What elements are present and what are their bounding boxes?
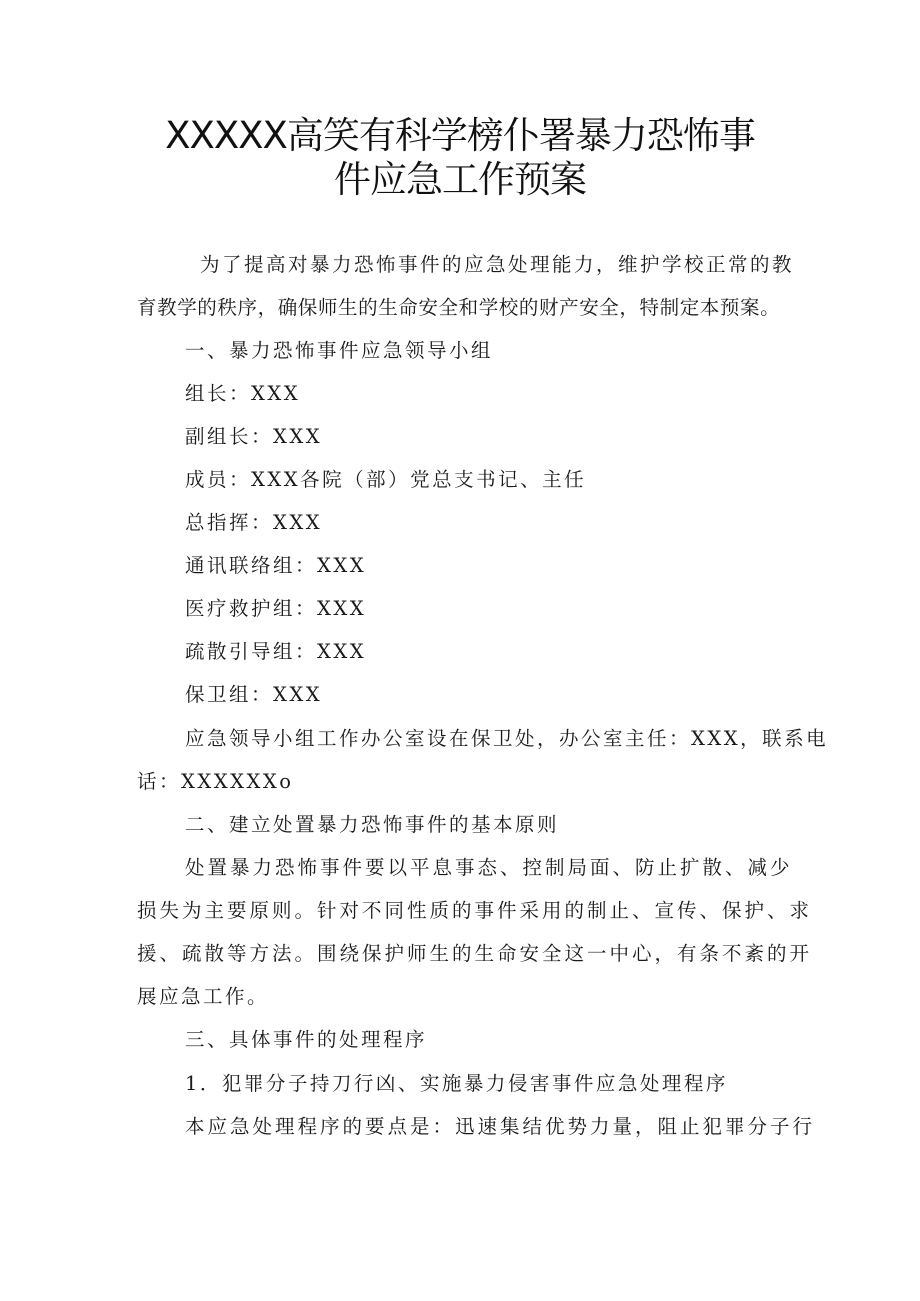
paragraph-line: 应急领导小组工作办公室设在保卫处，办公室主任：XXX，联系电	[185, 727, 829, 750]
section-heading-2: 二、建立处置暴力恐怖事件的基本原则	[185, 813, 560, 836]
paragraph-line: 处置暴力恐怖事件要以平息事态、控制局面、防止扩散、减少	[185, 856, 793, 879]
paragraph-line: 话：XXXXXXo	[137, 770, 294, 793]
paragraph-line: 育教学的秩序，确保师生的生命安全和学校的财产安全，特制定本预案。	[137, 296, 781, 319]
medical-group-line: 医疗救护组：XXX	[185, 597, 367, 620]
paragraph-line: 损失为主要原则。针对不同性质的事件采用的制止、宣传、保护、求	[137, 899, 813, 922]
section-heading-3: 三、具体事件的处理程序	[185, 1028, 428, 1051]
leader-line: 组长：XXX	[185, 382, 301, 405]
deputy-leader-line: 副组长：XXX	[185, 425, 323, 448]
paragraph-line: 展应急工作。	[137, 985, 270, 1008]
evacuation-group-line: 疏散引导组：XXX	[185, 640, 367, 663]
paragraph-line: 为了提高对暴力恐怖事件的应急处理能力，维护学校正常的教	[200, 253, 795, 276]
subsection-heading-1: 1．犯罪分子持刀行凶、实施暴力侵害事件应急处理程序	[185, 1072, 728, 1095]
paragraph-line: 援、疏散等方法。围绕保护师生的生命安全这一中心，有条不紊的开	[137, 942, 813, 965]
document-title-line-1: XXXXX高笑有科学榜仆署暴力恐怖事	[165, 114, 755, 157]
commander-line: 总指挥：XXX	[185, 511, 323, 534]
security-group-line: 保卫组：XXX	[185, 683, 323, 706]
members-line: 成员：XXX各院（部）党总支书记、主任	[185, 468, 587, 491]
section-heading-1: 一、暴力恐怖事件应急领导小组	[185, 339, 494, 362]
paragraph-line: 本应急处理程序的要点是：迅速集结优势力量，阻止犯罪分子行	[185, 1115, 816, 1138]
document-title-line-2: 件应急工作预案	[334, 158, 586, 201]
communication-group-line: 通讯联络组：XXX	[185, 554, 367, 577]
